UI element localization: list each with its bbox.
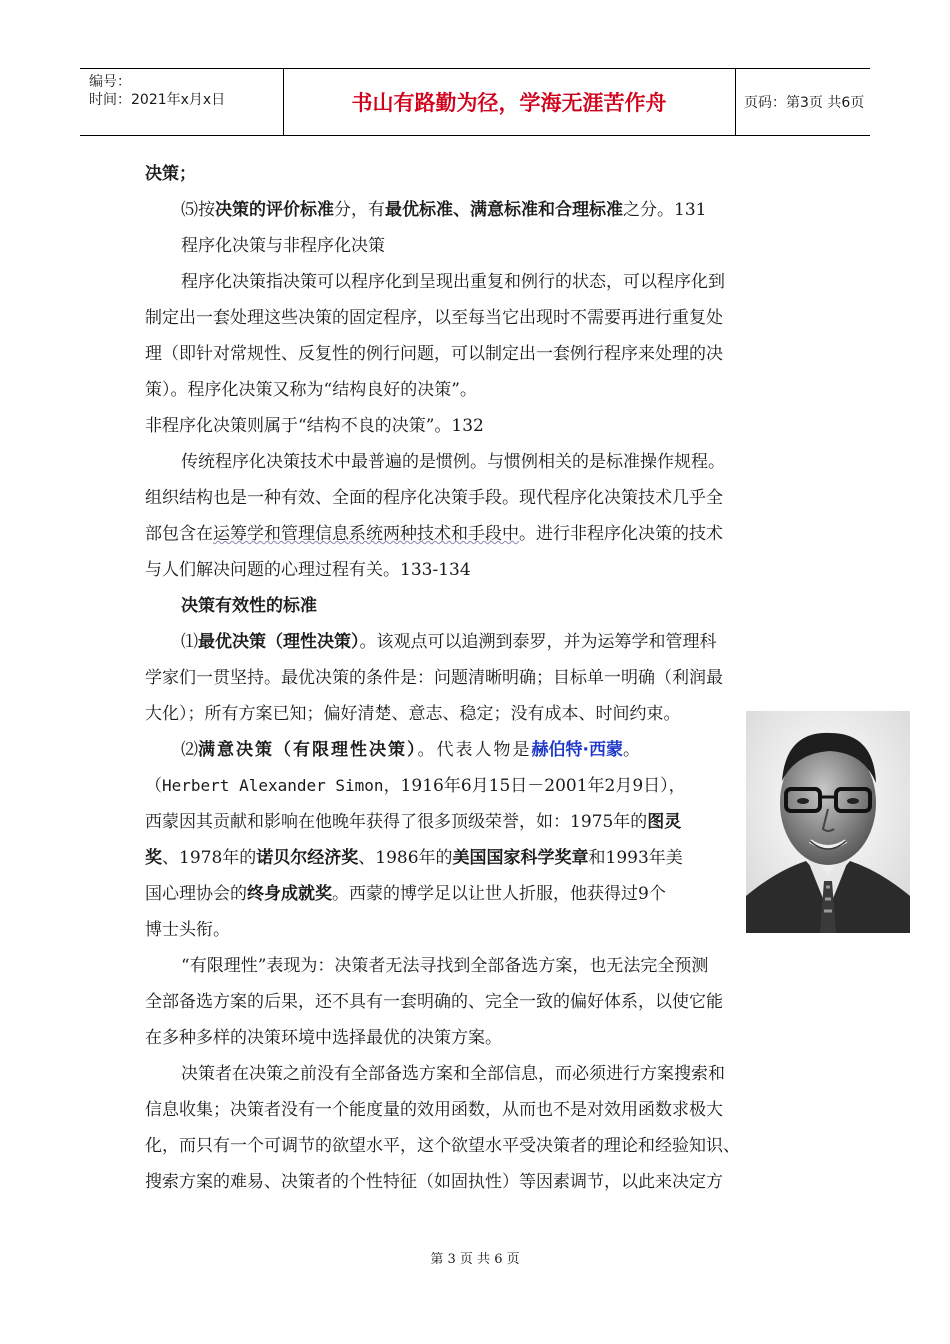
page-footer: 第 3 页 共 6 页 [430, 1252, 520, 1267]
text: 。进行非程序化决策的技术 [519, 524, 723, 544]
bold-term: 图灵 [647, 812, 682, 832]
paragraph-line: 传统程序化决策技术中最普遍的是惯例。与惯例相关的是标准操作规程。 [181, 452, 725, 472]
paragraph-line [145, 624, 809, 660]
text: 部包含在 [145, 524, 213, 544]
header-page-label: 页码：第3页 共6页 [744, 95, 865, 111]
text: ⑸按 [181, 200, 215, 220]
paragraph-line: 化，而只有一个可调节的欲望水平，这个欲望水平受决策者的理论和经验知识、 [145, 1136, 740, 1156]
bold-term: 最优标准、满意标准和合理标准 [385, 200, 623, 220]
section-title-programmed: 程序化决策与非程序化决策 [181, 236, 385, 256]
paragraph-line [145, 804, 809, 840]
paragraph-line [145, 516, 809, 552]
paragraph-line [145, 732, 809, 768]
paragraph-line [145, 840, 809, 876]
portrait-illustration [746, 711, 910, 933]
text: 之分。131 [623, 200, 707, 220]
paragraph-line: 搜索方案的难易、决策者的个性特征（如固执性）等因素调节，以此来决定方 [145, 1172, 723, 1192]
paragraph-line: 组织结构也是一种有效、全面的程序化决策手段。现代程序化决策技术几乎全 [145, 488, 723, 508]
text: 分，有 [334, 200, 385, 220]
header-number-label: 编号： [89, 74, 131, 90]
paragraph-line: 策）。程序化决策又称为“结构良好的决策”。 [145, 380, 477, 400]
text: 。代表人物是 [417, 740, 532, 760]
paragraph-line: 全部备选方案的后果，还不具有一套明确的、完全一致的偏好体系，以使它能 [145, 992, 723, 1012]
text: 西蒙因其贡献和影响在他晚年获得了很多顶级荣誉，如：1975年的 [145, 812, 648, 832]
paragraph-line: 学家们一贯坚持。最优决策的条件是：问题清晰明确；目标单一明确（利润最 [145, 668, 723, 688]
bold-term: 诺贝尔经济奖 [256, 848, 359, 868]
text: 。该观点可以追溯到泰罗，并为运筹学和管理科 [359, 632, 717, 652]
bold-heading: 决策有效性的标准 [181, 596, 317, 616]
header-motto: 书山有路勤为径，学海无涯苦作舟 [283, 69, 736, 135]
paragraph-line: 与人们解决问题的心理过程有关。133-134 [145, 560, 471, 580]
heading-fragment: 决策； [145, 164, 196, 184]
paragraph-line: 信息收集；决策者没有一个能度量的效用函数，从而也不是对效用函数求极大 [145, 1100, 723, 1120]
paragraph-line [145, 768, 809, 804]
paragraph-evaluation-standard [145, 192, 809, 228]
text: 。 [622, 740, 640, 760]
paragraph-line: 理（即针对常规性、反复性的例行问题，可以制定出一套例行程序来处理的决 [145, 344, 723, 364]
bold-term: 奖 [145, 848, 162, 868]
text: 国心理协会的 [145, 884, 247, 904]
text: 和1993年美 [588, 848, 683, 868]
simon-portrait-photo [746, 711, 910, 933]
section-title-effectiveness [145, 588, 809, 624]
bold-term: 美国国家科学奖章 [452, 848, 589, 868]
text: 、1978年的 [162, 848, 257, 868]
paragraph-line: 在多种多样的决策环境中选择最优的决策方案。 [145, 1028, 502, 1048]
header-meta-cell [80, 69, 284, 135]
paragraph-line: 制定出一套处理这些决策的固定程序，以至每当它出现时不需要再进行重复处 [145, 308, 723, 328]
paragraph-line: 非程序化决策则属于“结构不良的决策”。132 [145, 416, 484, 436]
paragraph-line: 程序化决策指决策可以程序化到呈现出重复和例行的状态，可以程序化到 [181, 272, 725, 292]
underlined-text: 运筹学和管理信息系统两种技术和手段中 [213, 524, 519, 544]
page-header [80, 68, 870, 136]
bold-term: 决策的评价标准 [215, 200, 334, 220]
bold-term: 最优决策（理性决策） [198, 632, 360, 652]
paragraph-decision-end [145, 156, 809, 192]
paragraph-line: 决策者在决策之前没有全部备选方案和全部信息，而必须进行方案搜索和 [181, 1064, 725, 1084]
paragraph-line: “有限理性”表现为：决策者无法寻找到全部备选方案，也无法完全预测 [181, 956, 709, 976]
bold-term: 终身成就奖 [247, 884, 332, 904]
paragraph-line: 博士头衔。 [145, 920, 230, 940]
text: ，1916年6月15日－2001年2月9日）， [383, 776, 686, 796]
text: 、1986年的 [358, 848, 453, 868]
paragraph-line: 大化）；所有方案已知；偏好清楚、意志、稳定；没有成本、时间约束。 [145, 704, 681, 724]
paragraph-line [145, 876, 809, 912]
text: 。西蒙的博学足以让世人折服，他获得过9个 [332, 884, 666, 904]
bold-term: 满意决策（有限理性决策） [198, 740, 418, 760]
text: （ [145, 776, 162, 796]
document-body [145, 156, 809, 1200]
text: ⑴ [181, 632, 198, 652]
latin-name: Herbert Alexander Simon [162, 776, 384, 795]
simon-name-link[interactable]: 赫伯特·西蒙 [531, 740, 623, 760]
header-date-label: 时间：2021年x月x日 [89, 92, 226, 108]
text: ⑵ [181, 740, 198, 760]
